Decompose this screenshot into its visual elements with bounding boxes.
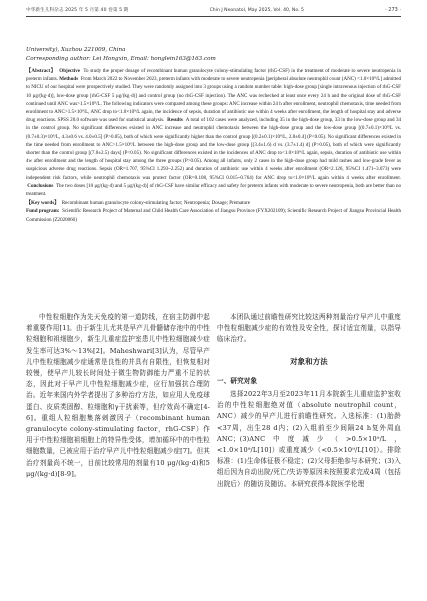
sepsis-stat-text: Sepsis (OR=1.707, 95%CI 1.293~2.252) and duration of antibiotic use within 4 weeks after enrollment (OR=2.126, 95%CI 1.471~3.073) were independent risk factors, while neutrophil chemotaxis was protect factor (OR=0.108, 95%CI 0.015~0.764) for ANC drop to<1.0×10⁹/L again within 4 weeks after enrollment. [26, 166, 402, 181]
methods-label: Methods [59, 76, 79, 83]
body-column-right [217, 312, 401, 490]
journal-name-cn: 中华新生儿科杂志 2025 年 5 月第 40 卷第 5 期 [26, 8, 129, 13]
affiliation-line: University), Xuzhou 221009, China [26, 47, 126, 53]
running-header [26, 4, 401, 17]
results-text: A total of 102 cases were analyzed, including 35 in the high-dose group, 33 in the low-dose group and 34 in the control group. No significant differences existed in ANC increase and neutrophil chemotaxis between the high-dose group and the low-dose group [(0.7±0.1)×10⁹/L vs. (0.7±0.3)×10⁹/L, 4.3±0.6 vs. 4.0±0.5] (P>0.05), both of which were significantly higher than the control group [(0.2±0.1)×10⁹/L, 2.8±0.4] (P<0.05). No significant differences existed in the time needed from enrollment to ANC>1.5×10⁹/L between the high-dose group and the low-dose group [(3.4±1.6) d vs. (3.7±1.4) d] (P>0.05), both of which were significantly shorter than the control group [(7.0±2.5) days] (P<0.05). No significant differences existed in the incidences of ANC drop to<1.0×10⁹/L again, sepsis, duration of antibiotic use within 4w after enrollment and the length of hospital stay among the three groups (P>0.05). Among all infants, only 2 cases in the high-dose group had mild rashes and low-grade fever as suspicious adverse drug reactions. [26, 117, 401, 173]
english-abstract [26, 67, 401, 224]
conclusions-text: The two doses [10 μg/(kg·d) and 5 μg/(kg·d)] of rhG-CSF have similar efficacy and safety for preterm infants with moderate to severe neutropenia, both are better than no treatment. [26, 182, 402, 198]
keywords-label: 【Key words】 [26, 200, 60, 207]
subjects-paragraph: 选择2022年3月至2023年11月本院新生儿重症监护室收治的中性粒细胞绝对值（absolute neutrophil count，ANC）减少的早产儿进行前瞻性研究。入选标准：(1)胎龄<37周，出生28 d内；(2)入组前至少间隔24 h复外周血ANC；(3)ANC中度减少（>0.5×10⁹/L，<1.0×10⁹/L[10]）或重度减少（<0.5×10⁹/L[10]）。排除标准：(1)生命体征极不稳定；(2)父母拒绝参与本研究；(3)入组后因为自动出院/死亡/失访等原因未按照要求完成4周（包括出院后）的随访及随访。本研究获得本院医学伦理 [217, 390, 401, 488]
affiliation-block [26, 46, 401, 63]
page-number: · 273 · [385, 7, 401, 13]
conclusions-label: Conclusions [27, 182, 54, 189]
fund-label: Fund program: [26, 208, 60, 215]
body-column-left [26, 312, 210, 480]
objective-label: Objective [59, 68, 81, 74]
results-label: Results [167, 117, 183, 124]
fund-text: Scientific Research Project of Maternal and Child Health Care Association of Jiangsu Province (FYX202109); Scientific Research Project of Jiangsu Provincial Health Commission (Z2020060) [26, 208, 402, 223]
objective-text: To study the proper dosage of recombinant human granulocyte colony-stimulating factor (rhG-CSF) in the treatment of moderate to severe neutropenia in preterm infants. [26, 68, 402, 83]
intro-paragraph: 中性粒细胞作为先天免疫的第一道防线，在宿主防御中起着重要作用[1]。由于新生儿尤其是早产儿骨髓储存池中的中性粒细胞和祖细胞少，新生儿重症监护室患儿中性粒细胞减少症发生率可达3%～13%[2]。Maheshwari[3]认为，尽管早产儿中性粒细胞减少症通常是良性的并具有自限性，但恢复相对较慢，使早产儿较长时间处于微生物防御能力严重不足的状态，因此对于早产儿中性粒细胞减少症，应行加强抗合理防治。近年来国内外学者提出了多种治疗方法，如应用人免疫球蛋白、皮质类固醇、粒细胞和γ干扰素等，但疗效尚不确定[4-6]。重组人粒细胞集落刺激因子（recombinant human granulocyte colony-stimulating factor，rhG-CSF）作用于中性粒细胞祖细胞上的特异性受体，增加循环中的中性粒细胞数量，已被应用于治疗早产儿中性粒细胞减少症[7]。但其治疗剂量尚不统一，目前比较常用的剂量有10 μg/(kg·d)和5 μg/(kg·d)[8-9]。 [26, 313, 210, 478]
abstract-tag: 【Abstract】 [26, 68, 56, 74]
keywords-text: Recombinant human granulocyte colony-stimulating factor; Neutropenia; Dosage; Premature [61, 200, 250, 207]
intro-paragraph-cont: 本团队通过前瞻性研究比较这两种剂量治疗早产儿中重度中性粒细胞减少症的有效性及安全性，探讨适宜剂量，以指导临床治疗。 [217, 313, 401, 344]
abstract-body [26, 67, 401, 198]
corresponding-author: Corresponding author: Lei Hongxin, Email: honglein163@163.com [26, 55, 216, 62]
section-title: 对象和方法 [290, 356, 328, 366]
fund-line [26, 207, 401, 223]
keywords-line [26, 199, 401, 207]
journal-name-en: Chin J Neonatol, May 2025, Vol. 40, No. 5 [209, 7, 304, 13]
methods-text: From March 2022 to November 2023, preterm infants with moderate to severe neutropenia [peripheral absolute neutrophil count (ANC) <1.0×10⁹/L] admitted to NICU of our hospital were prospectively studied. They were randomly assigned into 3 groups using a random number table: high-dose group [single intravenous injection of rhG-CSF 10 μg/(kg·d)], low-dose group [rhG-CSF 5 μg/(kg·d)] and control group (no rhG-CSF injection). The ANC was rechecked at least once every 24 h and the original dose of rhG-CSF continued until ANC was>1.5×10⁹/L. The following indicators were compared among these groups: ANC increase within 24 h after enrollment, neutrophil chemotaxis, time needed from enrollment to ANC>1.5×10⁹/L, ANC drop to<1.0×10⁹/L again, the incidence of sepsis, duration of antibiotic use within 4 weeks after enrollment, the length of hospital stay and adverse drug reactions. SPSS 20.0 software was used for statistical analysis. [26, 76, 401, 124]
subsection-title: 一、研究对象 [217, 376, 258, 385]
